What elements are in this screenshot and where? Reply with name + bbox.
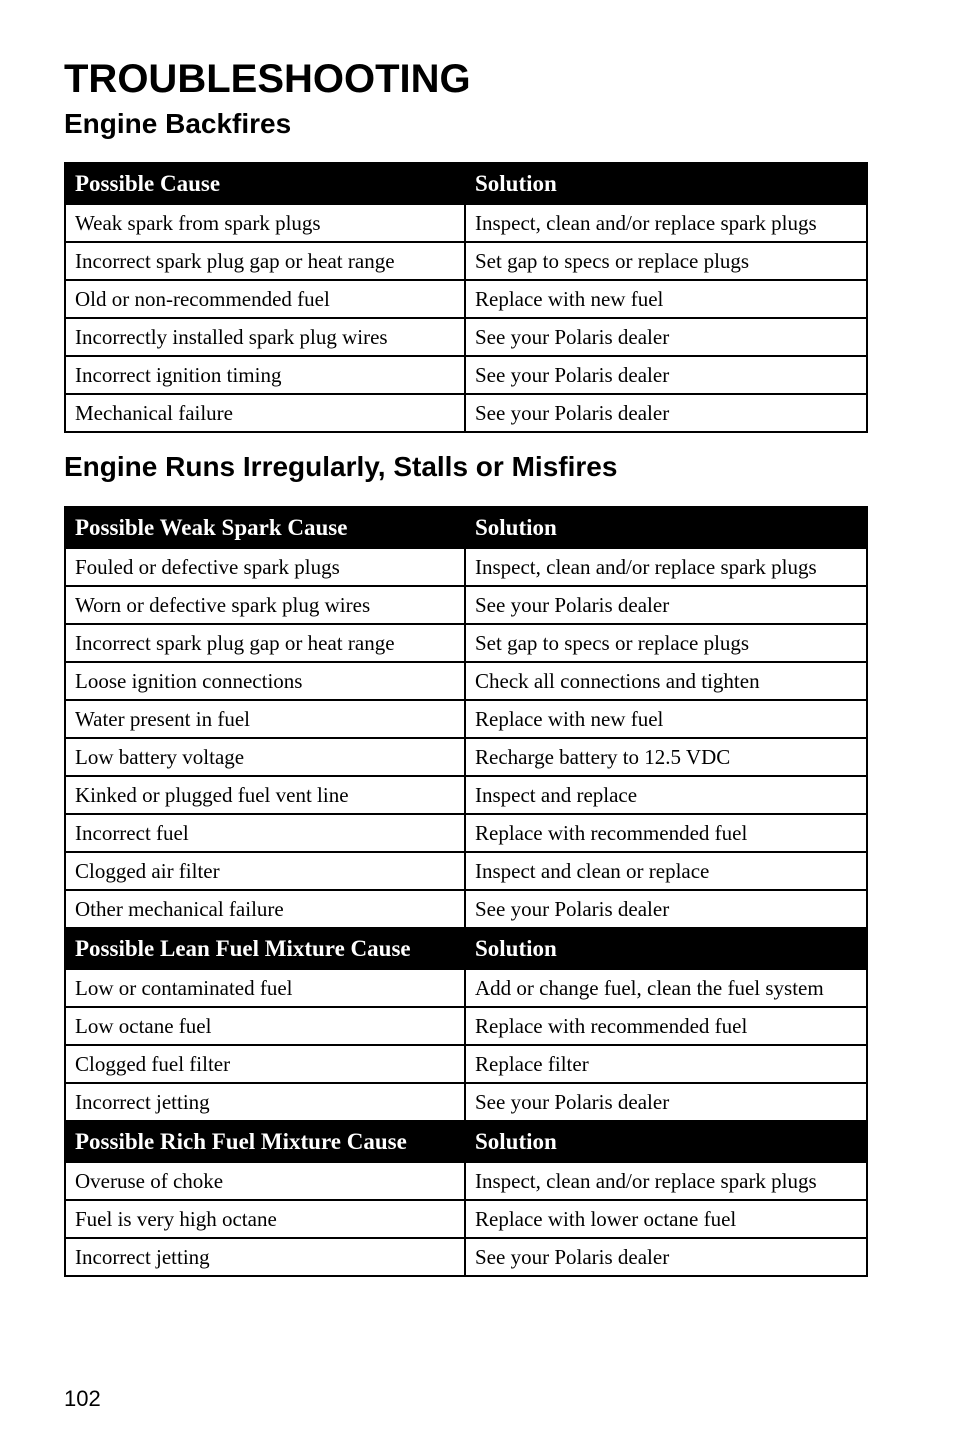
solution-cell: See your Polaris dealer [465,318,867,356]
solution-cell: Inspect and replace [465,776,867,814]
cause-cell: Mechanical failure [65,394,465,432]
cause-cell: Weak spark from spark plugs [65,204,465,242]
cause-cell: Overuse of choke [65,1162,465,1200]
table-row [65,356,867,394]
section-title-engine-backfires: Engine Backfires [64,108,292,139]
cause-cell: Water present in fuel [65,700,465,738]
solution-cell: Recharge battery to 12.5 VDC [465,738,867,776]
solution-cell: See your Polaris dealer [465,356,867,394]
header-cause: Possible Rich Fuel Mixture Cause [65,1121,465,1162]
section-title-engine-runs-irregularly: Engine Runs Irregularly, Stalls or Misfires [64,451,618,482]
solution-cell: Replace with recommended fuel [465,1007,867,1045]
cause-cell: Incorrect spark plug gap or heat range [65,242,465,280]
solution-cell: Set gap to specs or replace plugs [465,624,867,662]
table-row [65,700,867,738]
table-row [65,662,867,700]
table-row [65,1083,867,1121]
cause-cell: Clogged air filter [65,852,465,890]
solution-cell: Check all connections and tighten [465,662,867,700]
cause-cell: Low octane fuel [65,1007,465,1045]
table-row [65,624,867,662]
header-cause: Possible Cause [65,163,465,204]
solution-cell: See your Polaris dealer [465,1083,867,1121]
table-row [65,242,867,280]
cause-cell: Low battery voltage [65,738,465,776]
solution-cell: Replace filter [465,1045,867,1083]
solution-cell: Add or change fuel, clean the fuel system [465,969,867,1007]
cause-cell: Worn or defective spark plug wires [65,586,465,624]
table-row [65,1162,867,1200]
table-row [65,1007,867,1045]
solution-cell: See your Polaris dealer [465,394,867,432]
table-header-row [65,928,867,969]
cause-cell: Incorrectly installed spark plug wires [65,318,465,356]
header-cause: Possible Weak Spark Cause [65,507,465,548]
solution-cell: Replace with recommended fuel [465,814,867,852]
cause-cell: Loose ignition connections [65,662,465,700]
solution-cell: Replace with lower octane fuel [465,1200,867,1238]
header-solution: Solution [465,1121,867,1162]
table-row [65,586,867,624]
cause-cell: Old or non-recommended fuel [65,280,465,318]
header-solution: Solution [465,163,867,204]
cause-cell: Incorrect fuel [65,814,465,852]
solution-cell: See your Polaris dealer [465,890,867,928]
table-row [65,1045,867,1083]
cause-cell: Fuel is very high octane [65,1200,465,1238]
solution-cell: See your Polaris dealer [465,1238,867,1276]
table-header-row [65,1121,867,1162]
solution-cell: Set gap to specs or replace plugs [465,242,867,280]
table-row [65,776,867,814]
header-solution: Solution [465,928,867,969]
solution-cell: Inspect, clean and/or replace spark plugs [465,204,867,242]
table-header-row [65,507,867,548]
cause-cell: Other mechanical failure [65,890,465,928]
cause-cell: Low or contaminated fuel [65,969,465,1007]
solution-cell: Replace with new fuel [465,700,867,738]
cause-cell: Incorrect spark plug gap or heat range [65,624,465,662]
table-row [65,1238,867,1276]
solution-cell: See your Polaris dealer [465,586,867,624]
engine-backfires-table [64,162,868,433]
solution-cell: Inspect, clean and/or replace spark plugs [465,548,867,586]
table-row [65,204,867,242]
engine-runs-irregularly-table [64,506,868,1277]
cause-cell: Incorrect jetting [65,1238,465,1276]
table-row [65,738,867,776]
table-row [65,852,867,890]
table-row [65,890,867,928]
table-header-row [65,163,867,204]
cause-cell: Incorrect jetting [65,1083,465,1121]
cause-cell: Incorrect ignition timing [65,356,465,394]
table-row [65,318,867,356]
header-solution: Solution [465,507,867,548]
cause-cell: Fouled or defective spark plugs [65,548,465,586]
cause-cell: Kinked or plugged fuel vent line [65,776,465,814]
table-row [65,969,867,1007]
table-row [65,280,867,318]
solution-cell: Replace with new fuel [465,280,867,318]
table-row [65,548,867,586]
table-row [65,394,867,432]
solution-cell: Inspect and clean or replace [465,852,867,890]
cause-cell: Clogged fuel filter [65,1045,465,1083]
page-title: TROUBLESHOOTING [64,57,471,101]
table-row [65,814,867,852]
table-row [65,1200,867,1238]
page-number: 102 [64,1386,101,1411]
solution-cell: Inspect, clean and/or replace spark plugs [465,1162,867,1200]
header-cause: Possible Lean Fuel Mixture Cause [65,928,465,969]
